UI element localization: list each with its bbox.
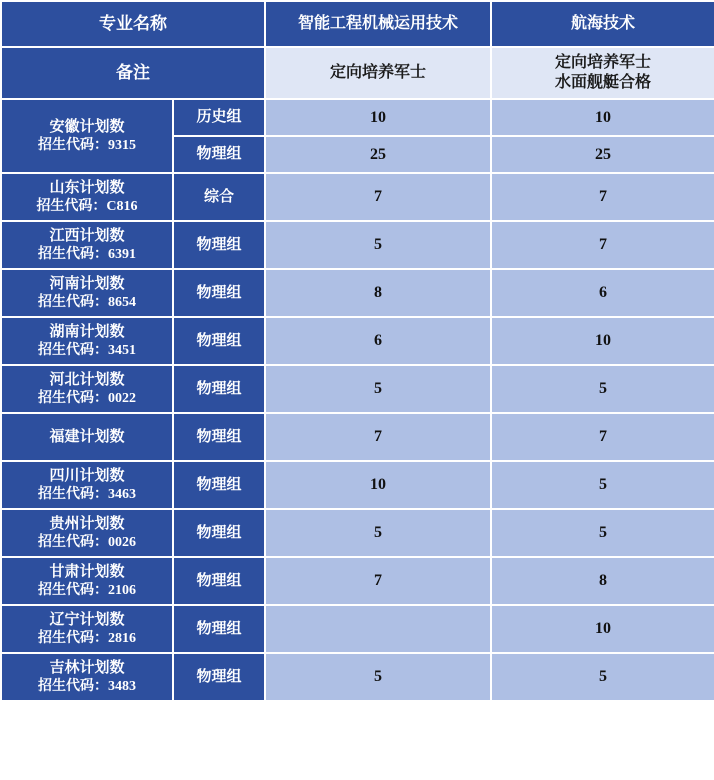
subject-group-cell: 物理组 <box>173 509 265 557</box>
subject-group-cell: 物理组 <box>173 365 265 413</box>
plan-count-major-1: 5 <box>265 509 491 557</box>
plan-count-major-1: 6 <box>265 317 491 365</box>
header-note-1-line-1: 定向培养军士 <box>329 64 426 81</box>
plan-count-major-1 <box>265 605 491 653</box>
plan-count-major-2: 5 <box>491 653 714 701</box>
table-row <box>1 317 714 365</box>
plan-count-major-2: 7 <box>491 413 714 461</box>
region-name: 安徽计划数 <box>49 118 125 135</box>
header-major-1: 智能工程机械运用技术 <box>265 1 491 47</box>
table-row <box>1 413 714 461</box>
table-row <box>1 461 714 509</box>
plan-count-major-1: 10 <box>265 461 491 509</box>
subject-group-cell: 物理组 <box>173 413 265 461</box>
subject-group-cell: 物理组 <box>173 269 265 317</box>
plan-count-major-1: 5 <box>265 365 491 413</box>
region-cell <box>1 99 173 173</box>
region-cell <box>1 413 173 461</box>
region-code: 招生代码：C816 <box>36 198 138 214</box>
plan-count-major-2: 6 <box>491 269 714 317</box>
plan-count-major-1: 7 <box>265 557 491 605</box>
region-cell <box>1 221 173 269</box>
table-row <box>1 605 714 653</box>
region-name: 四川计划数 <box>49 467 125 484</box>
plan-count-major-1: 5 <box>265 221 491 269</box>
plan-count-major-1: 10 <box>265 99 491 136</box>
plan-count-major-1: 25 <box>265 136 491 173</box>
region-name: 江西计划数 <box>49 227 125 244</box>
subject-group-cell: 物理组 <box>173 605 265 653</box>
plan-count-major-2: 25 <box>491 136 714 173</box>
header-note-2-line-1: 定向培养军士 <box>554 54 651 71</box>
header-note-1 <box>265 47 491 99</box>
region-name: 贵州计划数 <box>49 515 125 532</box>
region-cell <box>1 509 173 557</box>
plan-count-major-2: 10 <box>491 99 714 136</box>
region-cell <box>1 317 173 365</box>
region-code: 招生代码：9315 <box>38 137 136 153</box>
region-name: 吉林计划数 <box>49 659 125 676</box>
subject-group-cell: 物理组 <box>173 136 265 173</box>
plan-count-major-2: 7 <box>491 173 714 221</box>
region-name: 甘肃计划数 <box>49 563 125 580</box>
region-code: 招生代码：6391 <box>38 246 136 262</box>
plan-count-major-1: 5 <box>265 653 491 701</box>
subject-group-cell: 物理组 <box>173 653 265 701</box>
region-cell <box>1 269 173 317</box>
plan-count-major-2: 8 <box>491 557 714 605</box>
region-name: 福建计划数 <box>49 428 125 445</box>
plan-count-major-1: 7 <box>265 413 491 461</box>
table-row <box>1 653 714 701</box>
header-note-2 <box>491 47 714 99</box>
header-major-name: 专业名称 <box>1 1 265 47</box>
region-code: 招生代码：3463 <box>38 486 136 502</box>
region-cell <box>1 605 173 653</box>
plan-count-major-2: 5 <box>491 461 714 509</box>
header-major-2: 航海技术 <box>491 1 714 47</box>
plan-count-major-2: 10 <box>491 605 714 653</box>
region-cell <box>1 365 173 413</box>
header-note-label: 备注 <box>1 47 265 99</box>
table-row <box>1 221 714 269</box>
region-name: 河北计划数 <box>49 371 125 388</box>
table-row <box>1 557 714 605</box>
plan-count-major-1: 7 <box>265 173 491 221</box>
subject-group-cell: 综合 <box>173 173 265 221</box>
region-name: 湖南计划数 <box>49 323 125 340</box>
region-code: 招生代码：2816 <box>38 630 136 646</box>
plan-count-major-2: 7 <box>491 221 714 269</box>
region-code: 招生代码：2106 <box>38 582 136 598</box>
table-header-row-note <box>1 47 714 99</box>
region-cell <box>1 173 173 221</box>
subject-group-cell: 物理组 <box>173 317 265 365</box>
plan-count-major-1: 8 <box>265 269 491 317</box>
subject-group-cell: 物理组 <box>173 221 265 269</box>
region-code: 招生代码：0026 <box>38 534 136 550</box>
table-row <box>1 269 714 317</box>
plan-count-major-2: 10 <box>491 317 714 365</box>
subject-group-cell: 历史组 <box>173 99 265 136</box>
subject-group-cell: 物理组 <box>173 557 265 605</box>
plan-count-major-2: 5 <box>491 509 714 557</box>
region-name: 山东计划数 <box>49 179 125 196</box>
table-row <box>1 509 714 557</box>
table-header-row-major <box>1 1 714 47</box>
region-name: 辽宁计划数 <box>49 611 125 628</box>
header-note-2-line-2: 水面舰艇合格 <box>554 74 651 91</box>
region-cell <box>1 653 173 701</box>
region-name: 河南计划数 <box>49 275 125 292</box>
region-cell <box>1 557 173 605</box>
region-code: 招生代码：3483 <box>38 678 136 694</box>
subject-group-cell: 物理组 <box>173 461 265 509</box>
region-cell <box>1 461 173 509</box>
region-code: 招生代码：8654 <box>38 294 136 310</box>
table-row <box>1 99 714 136</box>
region-code: 招生代码：0022 <box>38 390 136 406</box>
table-row <box>1 365 714 413</box>
region-code: 招生代码：3451 <box>38 342 136 358</box>
plan-count-major-2: 5 <box>491 365 714 413</box>
table-row <box>1 173 714 221</box>
